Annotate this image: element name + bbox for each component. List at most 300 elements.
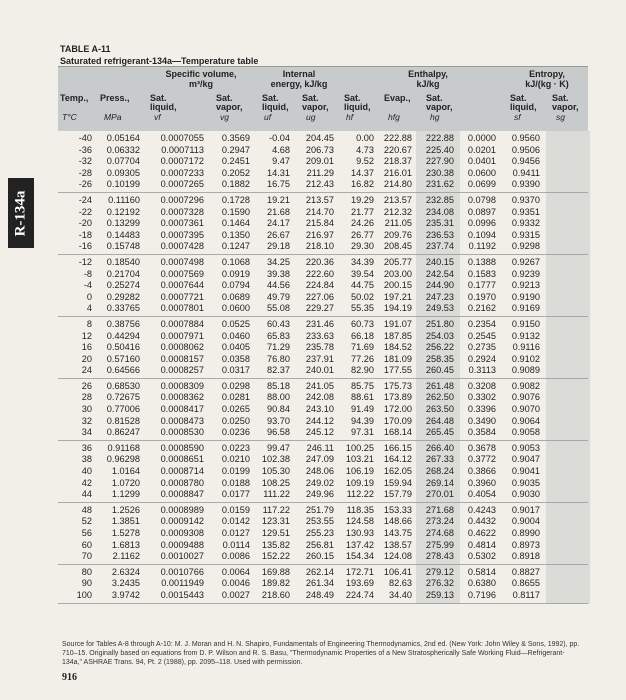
table-cell: 236.53	[425, 229, 454, 240]
table-cell: 0.0008714	[160, 466, 204, 477]
table-cell: 0.6380	[467, 578, 496, 589]
table-cell: 0.14483	[106, 229, 140, 240]
table-cell: 1.0720	[111, 477, 140, 488]
table-cell: 189.82	[261, 578, 290, 589]
table-cell: 0.1882	[221, 179, 250, 190]
table-cell: 0.0007569	[160, 268, 204, 279]
enthalpy-header: Enthalpy, kJ/kg	[408, 69, 448, 89]
table-cell: 0.0919	[221, 268, 250, 279]
table-cell: 200.15	[383, 280, 412, 291]
table-cell: 0.0064	[221, 566, 250, 577]
table-cell: 214.80	[383, 179, 412, 190]
table-cell: 60.73	[351, 318, 374, 329]
table-cell: 269.14	[425, 477, 454, 488]
table-cell: 124.08	[383, 551, 412, 562]
table-cell: 218.10	[305, 241, 334, 252]
table-cell: 0.0008417	[160, 404, 204, 415]
table-cell: 267.33	[425, 454, 454, 465]
table-cell: 19.29	[351, 194, 374, 205]
table-cell: 232.85	[425, 194, 454, 205]
table-cell: 0.0265	[221, 404, 250, 415]
table-cell: 0.0236	[221, 427, 250, 438]
table-cell: 85.18	[267, 380, 290, 391]
table-cell: 20	[81, 353, 92, 364]
table-cell: 4.68	[272, 144, 290, 155]
table-row	[58, 145, 588, 157]
table-cell: 0.72675	[106, 392, 140, 403]
table-cell: 170.09	[383, 415, 412, 426]
table-cell: 26	[81, 380, 92, 391]
table-cell: 266.40	[425, 442, 454, 453]
table-cell: 0.0201	[467, 144, 496, 155]
table-cell: 1.1299	[111, 489, 140, 500]
table-cell: 276.32	[425, 578, 454, 589]
table-cell: 0.38756	[106, 318, 140, 329]
table-cell: 16	[81, 342, 92, 353]
table-cell: 172.71	[345, 566, 374, 577]
table-cell: 168.14	[383, 427, 412, 438]
table-cell: 0.09305	[106, 167, 140, 178]
table-cell: 82.37	[267, 365, 290, 376]
table-cell: 0.13299	[106, 218, 140, 229]
table-row	[58, 578, 588, 590]
table-cell: 263.50	[425, 404, 454, 415]
table-cell: 39.38	[267, 268, 290, 279]
table-cell: 164.12	[383, 454, 412, 465]
col-uf: Sat. liquid,	[262, 93, 289, 112]
table-cell: 0.0007498	[160, 256, 204, 267]
table-row	[58, 516, 588, 528]
table-row	[58, 489, 588, 501]
internal-energy-header: Internal energy, kJ/kg	[270, 69, 328, 89]
table-cell: 262.50	[425, 392, 454, 403]
table-cell: 97.31	[351, 427, 374, 438]
table-cell: 0.0223	[221, 442, 250, 453]
table-cell: 105.30	[261, 466, 290, 477]
table-cell: 0.9102	[511, 353, 540, 364]
table-cell: 29.30	[351, 241, 374, 252]
table-row	[58, 381, 588, 393]
table-cell: 0.0996	[467, 218, 496, 229]
table-cell: 248.49	[305, 589, 334, 600]
table-cell: 88.61	[351, 392, 374, 403]
table-cell: 0.3490	[467, 415, 496, 426]
table-cell: 26.77	[351, 229, 374, 240]
col-hg-sub: hg	[430, 112, 440, 122]
table-cell: 0.10199	[106, 179, 140, 190]
table-cell: 0.0046	[221, 578, 250, 589]
table-cell: 260.45	[425, 365, 454, 376]
table-cell: 48	[81, 504, 92, 515]
table-cell: 103.21	[345, 454, 374, 465]
table-cell: 191.07	[383, 318, 412, 329]
table-cell: 0.0009142	[160, 516, 204, 527]
table-cell: 143.75	[383, 528, 412, 538]
table-cell: 138.57	[383, 539, 412, 550]
table-cell: 82.90	[351, 365, 374, 376]
table-cell: 233.63	[305, 330, 334, 341]
table-cell: 0.0008590	[160, 442, 204, 453]
col-uf-sub: uf	[264, 112, 272, 122]
table-cell: 0.9411	[512, 167, 540, 178]
table-cell: 0.0794	[221, 280, 250, 291]
property-table	[58, 66, 588, 604]
table-cell: 249.02	[305, 477, 334, 488]
table-cell: 80	[81, 566, 92, 577]
table-cell: 166.15	[383, 442, 412, 453]
table-cell: 0.4432	[467, 516, 496, 527]
table-cell: -4	[83, 280, 92, 291]
col-vg-sub: vg	[220, 112, 229, 122]
table-cell: 227.90	[425, 156, 454, 167]
table-cell: 0.0008257	[160, 365, 204, 376]
table-cell: 0.0007971	[160, 330, 204, 341]
col-hf-sub: hf	[346, 112, 354, 122]
table-cell: 0.7196	[467, 589, 496, 600]
table-cell: 204.45	[305, 133, 334, 143]
col-vg: Sat. vapor,	[216, 93, 243, 112]
table-cell: 224.84	[305, 280, 334, 291]
table-cell: 0.0008989	[160, 504, 204, 515]
table-cell: 0.9560	[511, 133, 540, 143]
table-cell: 0.9047	[511, 454, 540, 465]
table-cell: 0.3302	[467, 392, 496, 403]
table-cell: 0.9041	[511, 466, 540, 477]
table-cell: 244.90	[425, 280, 454, 291]
table-cell: 0.0007328	[160, 206, 204, 217]
table-cell: 28	[81, 392, 92, 403]
table-cell: 0	[86, 291, 92, 302]
table-cell: 0.0027	[221, 589, 250, 600]
table-cell: 264.48	[425, 415, 454, 426]
table-cell: -18	[78, 229, 92, 240]
col-sg-sub: sg	[556, 112, 565, 122]
page-number: 916	[62, 672, 77, 683]
table-cell: 247.23	[425, 291, 454, 302]
table-cell: 0.3113	[468, 365, 496, 376]
table-cell: 0.9150	[511, 318, 540, 329]
table-cell: 0.0798	[467, 194, 496, 205]
table-cell: 152.22	[261, 551, 290, 562]
table-cell: 220.67	[383, 144, 412, 155]
table-cell: 0.44294	[106, 330, 140, 341]
table-cell: 249.53	[425, 303, 454, 314]
table-cell: 0.96298	[106, 454, 140, 465]
table-cell: 0.2735	[467, 342, 496, 353]
col-sf: Sat. liquid,	[510, 93, 537, 112]
table-cell: 0.0600	[467, 167, 496, 178]
table-cell: 90.84	[267, 404, 290, 415]
side-tab	[8, 178, 34, 248]
table-cell: 0.0007265	[160, 179, 204, 190]
table-cell: 0.3208	[467, 380, 496, 391]
table-cell: 109.19	[345, 477, 374, 488]
table-cell: 162.05	[383, 466, 412, 477]
table-cell: -16	[78, 241, 92, 252]
table-cell: 0.9053	[511, 442, 540, 453]
table-cell: 0.0008309	[160, 380, 204, 391]
table-row	[58, 590, 588, 602]
table-cell: 39.54	[351, 268, 374, 279]
table-row	[58, 365, 588, 377]
table-cell: 55.35	[351, 303, 374, 314]
table-cell: 49.79	[267, 291, 290, 302]
table-cell: 0.0007172	[160, 156, 204, 167]
table-cell: 0.0897	[467, 206, 496, 217]
table-cell: 93.70	[267, 415, 290, 426]
table-cell: 0.2451	[221, 156, 250, 167]
table-cell: 0.1777	[467, 280, 496, 291]
table-cell: 0.9506	[511, 144, 540, 155]
col-ug-sub: ug	[306, 112, 316, 122]
table-cell: 2.6324	[111, 566, 140, 577]
table-cell: 211.29	[306, 167, 334, 178]
col-vf-sub: vf	[154, 112, 161, 122]
table-row	[58, 195, 588, 207]
table-cell: 0.9190	[511, 291, 540, 302]
table-cell: 0.0008473	[160, 415, 204, 426]
table-row	[58, 133, 588, 145]
table-cell: 0.4243	[467, 504, 496, 515]
table-cell: 0.0007395	[160, 229, 204, 240]
table-cell: 231.62	[425, 179, 454, 190]
table-cell: 44.75	[351, 280, 374, 291]
table-row	[58, 280, 588, 292]
table-cell: 248.06	[305, 466, 334, 477]
table-cell: 26.67	[267, 229, 290, 240]
table-cell: 247.09	[305, 454, 334, 465]
table-cell: 0.8827	[511, 566, 540, 577]
table-cell: 213.57	[305, 194, 334, 205]
table-cell: 24.26	[351, 218, 374, 229]
table-row	[58, 207, 588, 219]
table-cell: 0.9456	[511, 156, 540, 167]
table-row	[58, 427, 588, 439]
table-row	[58, 392, 588, 404]
table-cell: 40	[81, 466, 92, 477]
table-cell: 14.31	[267, 167, 290, 178]
table-cell: 16.75	[267, 179, 290, 190]
table-cell: 0.9332	[511, 218, 540, 229]
table-cell: -0.04	[269, 133, 290, 143]
table-cell: 0.9169	[511, 303, 540, 314]
table-cell: 0.0008362	[160, 392, 204, 403]
table-row	[58, 156, 588, 168]
table-cell: -20	[78, 218, 92, 229]
table-cell: 56	[81, 528, 92, 538]
table-cell: 274.68	[425, 528, 454, 538]
table-cell: 256.81	[305, 539, 334, 550]
table-cell: 279.12	[425, 566, 454, 577]
table-cell: 270.01	[425, 489, 454, 500]
table-cell: 0.0007361	[160, 218, 204, 229]
table-cell: 0.9239	[511, 268, 540, 279]
col-temp: Temp.,	[60, 93, 89, 103]
table-cell: 148.66	[383, 516, 412, 527]
table-cell: 0.0600	[221, 303, 250, 314]
table-row	[58, 241, 588, 253]
table-cell: 55.08	[267, 303, 290, 314]
table-cell: 0.9004	[511, 516, 540, 527]
col-temp-sub: T°C	[62, 112, 77, 122]
table-cell: 34.25	[267, 256, 290, 267]
col-vf: Sat. liquid,	[150, 93, 177, 112]
table-cell: 222.88	[383, 133, 412, 143]
table-cell: 237.74	[425, 241, 454, 252]
table-cell: 0.3772	[467, 454, 496, 465]
table-cell: 194.19	[383, 303, 412, 314]
table-cell: 0.9370	[511, 194, 540, 205]
table-cell: 111.22	[263, 489, 290, 500]
table-cell: 0.5302	[467, 551, 496, 562]
table-cell: 0.0007721	[160, 291, 204, 302]
table-cell: 1.5278	[111, 528, 140, 538]
table-cell: 0.9082	[511, 380, 540, 391]
table-cell: 0.0008062	[160, 342, 204, 353]
table-row	[58, 540, 588, 552]
table-cell: 34.40	[389, 589, 412, 600]
table-cell: 206.73	[305, 144, 334, 155]
table-cell: -12	[78, 256, 92, 267]
table-cell: 246.11	[306, 442, 334, 453]
table-cell: 0.9058	[511, 427, 540, 438]
table-cell: 0.12192	[106, 206, 140, 217]
table-cell: 52	[81, 516, 92, 527]
table-cell: 0.18540	[106, 256, 140, 267]
table-cell: 0.0460	[221, 330, 250, 341]
source-note: Source for Tables A-8 through A-10: M. J. Moran and H. N. Shapiro, Fundamentals of Engineering Thermodynamics, 2nd ed. (New York: John Wiley & Sons, 1992), pp. 710–15. Originally based on equations from D. P. Wilson and R. S. Basu, "Thermodynamic Properties of a New Stratospherically Safe Working Fluid—Refrigerant-134a," ASHRAE Trans. 94, Pt. 2 (1988), pp. 2095–118. Used with permission.	[62, 641, 580, 666]
table-row	[58, 168, 588, 180]
table-cell: 91.49	[351, 404, 374, 415]
table-cell: 244.12	[305, 415, 334, 426]
table-cell: 0.3569	[221, 133, 250, 143]
table-cell: 0.0007113	[161, 144, 204, 155]
table-cell: 0.9089	[511, 365, 540, 376]
table-cell: 0.0007055	[160, 133, 204, 143]
table-cell: 0.0010027	[160, 551, 204, 562]
table-cell: 262.14	[305, 566, 334, 577]
table-cell: 0.1464	[221, 218, 250, 229]
table-cell: 14.37	[351, 167, 374, 178]
table-cell: 0.1970	[467, 291, 496, 302]
table-cell: 242.08	[305, 392, 334, 403]
table-header	[58, 66, 588, 131]
table-cell: 19.21	[267, 194, 290, 205]
table-cell: 159.94	[383, 477, 412, 488]
table-cell: 215.84	[305, 218, 334, 229]
table-cell: 100.25	[345, 442, 374, 453]
table-cell: 8	[86, 318, 92, 329]
table-cell: 0.0009488	[160, 539, 204, 550]
table-cell: 255.23	[305, 528, 334, 538]
table-cell: 235.31	[425, 218, 454, 229]
table-cell: 137.42	[345, 539, 374, 550]
table-row	[58, 567, 588, 579]
table-cell: 94.39	[351, 415, 374, 426]
table-cell: 71.29	[267, 342, 290, 353]
table-cell: -24	[78, 194, 92, 205]
table-cell: 0.33765	[106, 303, 140, 314]
table-cell: 268.24	[425, 466, 454, 477]
table-cell: 0.9390	[511, 179, 540, 190]
table-cell: 0.0358	[221, 353, 250, 364]
entropy-header: Entropy, kJ/(kg · K)	[525, 69, 569, 89]
table-cell: 0.9070	[511, 404, 540, 415]
table-cell: 153.33	[383, 504, 412, 515]
table-cell: 258.35	[425, 353, 454, 364]
table-cell: 237.91	[305, 353, 334, 364]
table-body	[58, 131, 588, 604]
table-cell: 0.29282	[106, 291, 140, 302]
table-cell: 129.51	[261, 528, 290, 538]
table-cell: 44	[81, 489, 92, 500]
table-cell: 0.1590	[221, 206, 250, 217]
table-cell: 209.76	[383, 229, 412, 240]
table-cell: 0.8117	[512, 589, 540, 600]
table-cell: 124.58	[345, 516, 374, 527]
table-cell: 259.13	[425, 589, 454, 600]
table-cell: 249.96	[305, 489, 334, 500]
table-cell: 0.0177	[221, 489, 250, 500]
table-cell: 0.3584	[467, 427, 496, 438]
table-cell: 278.43	[425, 551, 454, 562]
table-row	[58, 269, 588, 281]
table-cell: 0.21704	[106, 268, 140, 279]
table-cell: 251.80	[425, 318, 454, 329]
table-cell: 0.0000	[467, 133, 496, 143]
table-cell: 0.8918	[511, 551, 540, 562]
table-cell: 265.45	[425, 427, 454, 438]
table-cell: -26	[78, 179, 92, 190]
table-cell: 187.85	[383, 330, 412, 341]
table-cell: 0.0210	[221, 454, 250, 465]
table-cell: 0.9030	[511, 489, 540, 500]
table-cell: 60.43	[267, 318, 290, 329]
col-sg: Sat. vapor,	[552, 93, 579, 112]
table-cell: 229.27	[305, 303, 334, 314]
table-cell: 0.9035	[511, 477, 540, 488]
row-group	[58, 317, 588, 379]
table-row	[58, 454, 588, 466]
table-cell: 0.0015443	[160, 589, 204, 600]
table-cell: 0.2354	[467, 318, 496, 329]
table-row	[58, 342, 588, 354]
table-cell: 208.45	[383, 241, 412, 252]
table-cell: 169.88	[261, 566, 290, 577]
table-cell: 76.80	[267, 353, 290, 364]
table-cell: 0.15748	[106, 241, 140, 252]
table-cell: 0.64566	[106, 365, 140, 376]
table-cell: 2.1162	[112, 551, 140, 562]
table-cell: 241.05	[305, 380, 334, 391]
table-cell: 260.15	[305, 551, 334, 562]
table-cell: 0.3960	[467, 477, 496, 488]
table-cell: 4	[86, 303, 92, 314]
table-cell: 34	[81, 427, 92, 438]
table-cell: 224.74	[345, 589, 374, 600]
row-group	[58, 503, 588, 565]
table-cell: 245.12	[305, 427, 334, 438]
table-cell: 0.0007884	[160, 318, 204, 329]
table-cell: 102.38	[261, 454, 290, 465]
table-cell: 273.24	[425, 516, 454, 527]
table-cell: 1.2526	[111, 504, 140, 515]
table-cell: 242.54	[425, 268, 454, 279]
table-cell: 4.73	[356, 144, 374, 155]
table-cell: 50.02	[351, 291, 374, 302]
table-cell: 216.97	[305, 229, 334, 240]
table-cell: 0.0317	[221, 365, 250, 376]
